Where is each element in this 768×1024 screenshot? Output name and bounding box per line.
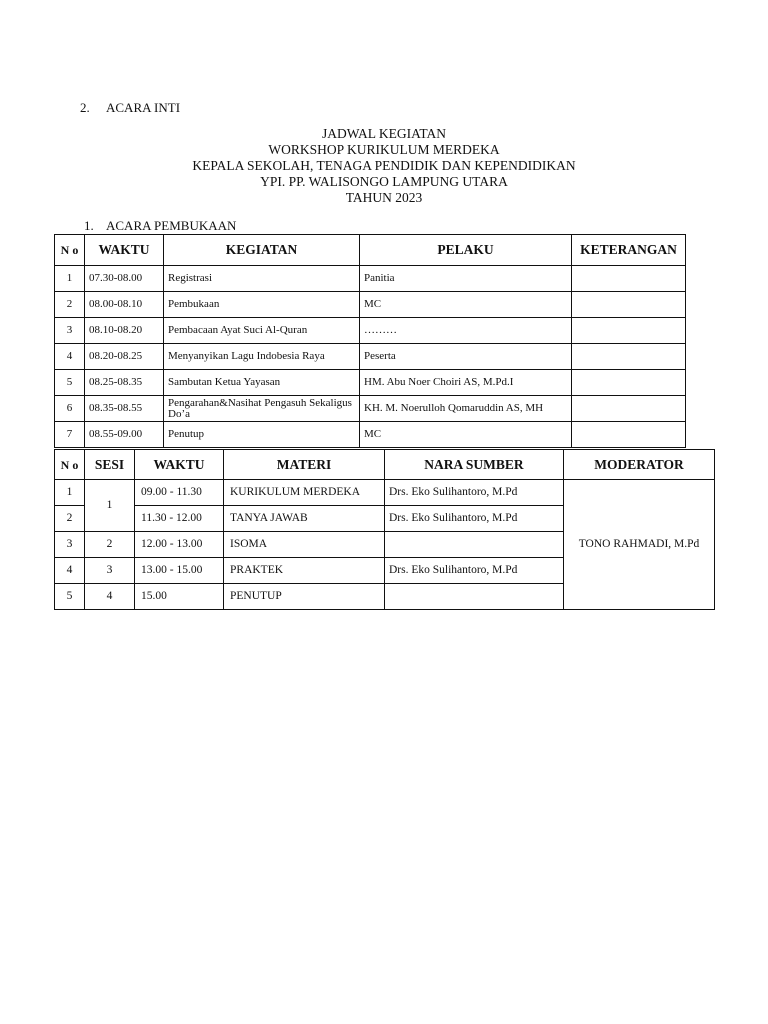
- cell-materi: PRAKTEK: [224, 558, 385, 584]
- cell-waktu: 08.35-08.55: [85, 396, 164, 422]
- section-heading-acara-pembukaan: [84, 218, 236, 234]
- cell-no: 1: [55, 266, 85, 292]
- cell-keterangan: [572, 422, 686, 448]
- header-waktu: WAKTU: [135, 450, 224, 480]
- table-row: [55, 318, 686, 344]
- cell-materi: KURIKULUM MERDEKA: [224, 480, 385, 506]
- cell-kegiatan: Pembukaan: [164, 292, 360, 318]
- header-keterangan: KETERANGAN: [572, 235, 686, 266]
- cell-kegiatan: Pengarahan&Nasihat Pengasuh Sekaligus Do’a: [164, 396, 360, 422]
- cell-keterangan: [572, 370, 686, 396]
- cell-keterangan: [572, 266, 686, 292]
- cell-no: 5: [55, 584, 85, 610]
- cell-sesi: 2: [85, 532, 135, 558]
- cell-waktu: 13.00 - 15.00: [135, 558, 224, 584]
- main-session-table: [54, 449, 715, 610]
- section-title: ACARA INTI: [106, 100, 181, 115]
- cell-pelaku: MC: [360, 422, 572, 448]
- table-row: [55, 480, 715, 506]
- section-heading-acara-inti: [80, 100, 180, 116]
- header-waktu: WAKTU: [85, 235, 164, 266]
- cell-kegiatan: Pembacaan Ayat Suci Al-Quran: [164, 318, 360, 344]
- header-no: N o: [55, 450, 85, 480]
- cell-materi: ISOMA: [224, 532, 385, 558]
- cell-no: 5: [55, 370, 85, 396]
- cell-nara-sumber: [385, 532, 564, 558]
- cell-waktu: 11.30 - 12.00: [135, 506, 224, 532]
- cell-moderator: TONO RAHMADI, M.Pd: [564, 480, 715, 610]
- title-line-3: KEPALA SEKOLAH, TENAGA PENDIDIK DAN KEPENDIDIKAN: [192, 158, 576, 173]
- header-kegiatan: KEGIATAN: [164, 235, 360, 266]
- header-materi: MATERI: [224, 450, 385, 480]
- header-no: N o: [55, 235, 85, 266]
- cell-no: 4: [55, 558, 85, 584]
- cell-sesi: 1: [85, 480, 135, 532]
- cell-no: 4: [55, 344, 85, 370]
- cell-no: 2: [55, 292, 85, 318]
- table-row: [55, 344, 686, 370]
- subsection-title: ACARA PEMBUKAAN: [106, 218, 237, 233]
- cell-materi: PENUTUP: [224, 584, 385, 610]
- title-line-4: YPI. PP. WALISONGO LAMPUNG UTARA: [260, 174, 508, 189]
- cell-pelaku: KH. M. Noerulloh Qomaruddin AS, MH: [360, 396, 572, 422]
- cell-waktu: 08.20-08.25: [85, 344, 164, 370]
- header-pelaku: PELAKU: [360, 235, 572, 266]
- cell-nara-sumber: Drs. Eko Sulihantoro, M.Pd: [385, 480, 564, 506]
- table-row: [55, 292, 686, 318]
- cell-waktu: 07.30-08.00: [85, 266, 164, 292]
- cell-waktu: 08.10-08.20: [85, 318, 164, 344]
- table-row: [55, 396, 686, 422]
- cell-keterangan: [572, 292, 686, 318]
- table-header-row: [55, 450, 715, 480]
- table-row: [55, 370, 686, 396]
- cell-kegiatan: Registrasi: [164, 266, 360, 292]
- cell-waktu: 08.55-09.00: [85, 422, 164, 448]
- cell-waktu: 09.00 - 11.30: [135, 480, 224, 506]
- opening-schedule-table: [54, 234, 686, 448]
- title-line-5: TAHUN 2023: [345, 190, 423, 205]
- cell-no: 2: [55, 506, 85, 532]
- cell-pelaku: ………: [360, 318, 572, 344]
- cell-kegiatan: Sambutan Ketua Yayasan: [164, 370, 360, 396]
- cell-waktu: 08.25-08.35: [85, 370, 164, 396]
- cell-nara-sumber: [385, 584, 564, 610]
- cell-no: 1: [55, 480, 85, 506]
- cell-no: 6: [55, 396, 85, 422]
- cell-keterangan: [572, 318, 686, 344]
- cell-sesi: 3: [85, 558, 135, 584]
- cell-pelaku: Panitia: [360, 266, 572, 292]
- cell-pelaku: HM. Abu Noer Choiri AS, M.Pd.I: [360, 370, 572, 396]
- title-line-1: JADWAL KEGIATAN: [321, 126, 447, 141]
- cell-nara-sumber: Drs. Eko Sulihantoro, M.Pd: [385, 506, 564, 532]
- cell-no: 3: [55, 532, 85, 558]
- cell-no: 3: [55, 318, 85, 344]
- cell-waktu: 08.00-08.10: [85, 292, 164, 318]
- cell-nara-sumber: Drs. Eko Sulihantoro, M.Pd: [385, 558, 564, 584]
- cell-kegiatan: Menyanyikan Lagu Indobesia Raya: [164, 344, 360, 370]
- cell-kegiatan: Penutup: [164, 422, 360, 448]
- cell-keterangan: [572, 344, 686, 370]
- table-header-row: [55, 235, 686, 266]
- cell-materi: TANYA JAWAB: [224, 506, 385, 532]
- header-nara-sumber: NARA SUMBER: [385, 450, 564, 480]
- cell-keterangan: [572, 396, 686, 422]
- cell-pelaku: Peserta: [360, 344, 572, 370]
- cell-waktu: 15.00: [135, 584, 224, 610]
- table-row: [55, 266, 686, 292]
- header-moderator: MODERATOR: [564, 450, 715, 480]
- cell-sesi: 4: [85, 584, 135, 610]
- cell-no: 7: [55, 422, 85, 448]
- subsection-number: 1.: [84, 218, 94, 233]
- cell-pelaku: MC: [360, 292, 572, 318]
- cell-waktu: 12.00 - 13.00: [135, 532, 224, 558]
- section-number: 2.: [80, 100, 90, 115]
- header-sesi: SESI: [85, 450, 135, 480]
- title-line-2: WORKSHOP KURIKULUM MERDEKA: [268, 142, 500, 157]
- table-row: [55, 422, 686, 448]
- document-title: [0, 126, 768, 206]
